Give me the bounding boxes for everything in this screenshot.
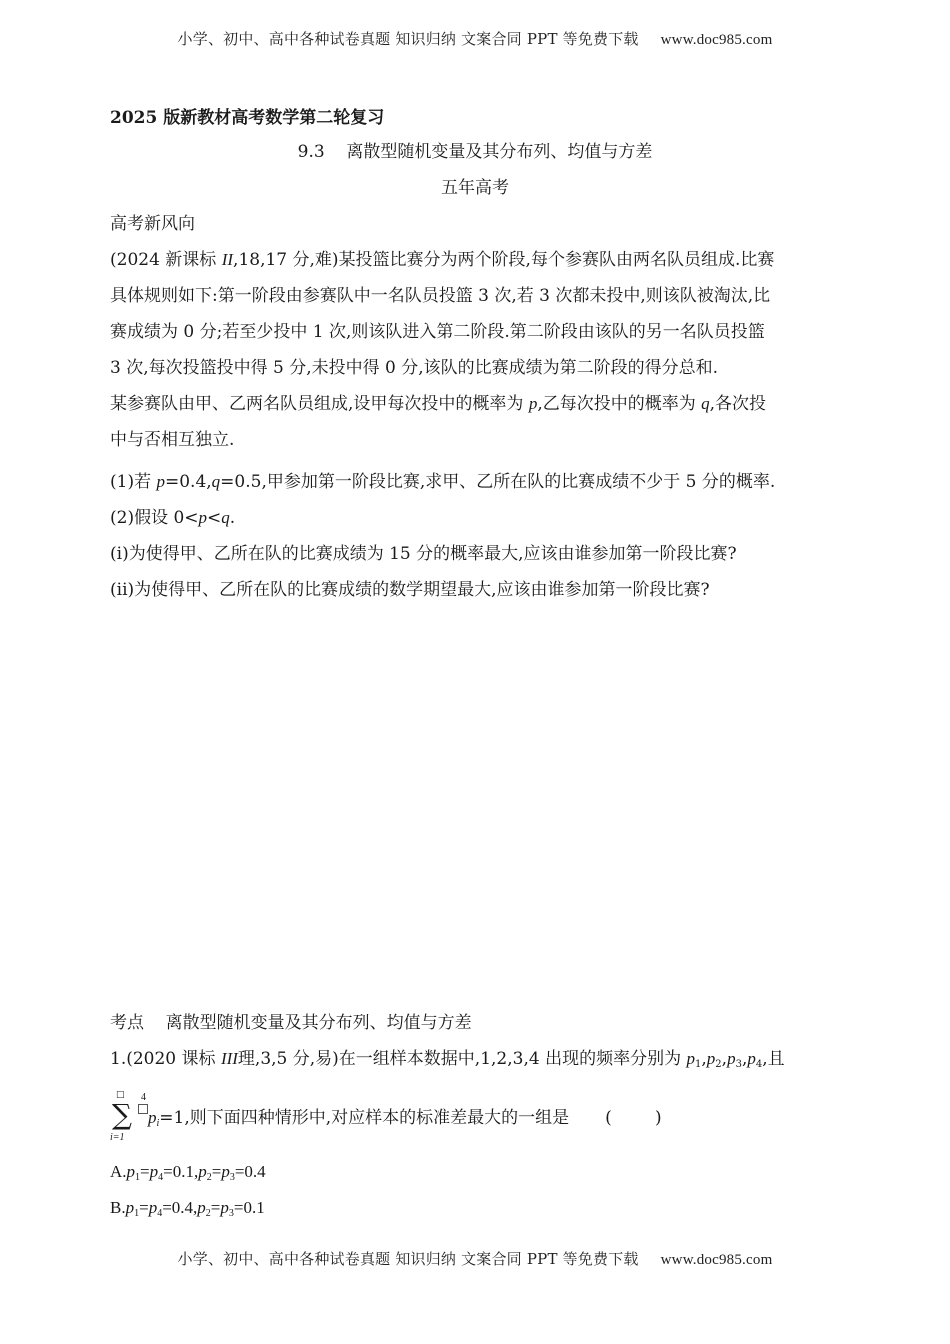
page-footer (0, 1248, 950, 1269)
sub: 2 (206, 1172, 212, 1183)
text: ,各次投 (709, 394, 767, 414)
sigma-icon: ∑ (112, 1098, 132, 1131)
text: (1)若 (110, 472, 157, 492)
sub: 4 (157, 1208, 163, 1219)
problem-2024-line3: 赛成绩为 0 分;若至少投中 1 次,则该队进入第二阶段.第二阶段由该队的另一名队员投篮 (110, 322, 765, 342)
text: 理,3,5 分,易)在一组样本数据中,1,2,3,4 出现的频率分别为 (237, 1049, 687, 1069)
footer-url: www.doc985.com (660, 1252, 773, 1268)
sum-expression-line (110, 1092, 850, 1148)
value: 0.1 (243, 1198, 265, 1217)
page-header (0, 28, 950, 49)
var-p: p (198, 508, 208, 527)
sum-stem (148, 1103, 662, 1129)
footer-text: 小学、初中、高中各种试卷真题 知识归纳 文案合同 PPT 等免费下载 (177, 1250, 639, 1268)
value: 0.4 (171, 1198, 194, 1217)
option-label: A. (110, 1162, 127, 1181)
roman: III (220, 1049, 238, 1068)
placeholder-box-icon (138, 1104, 148, 1114)
text: =0.5,甲参加第一阶段比赛,求甲、乙所在队的比赛成绩不少于 5 分的概率. (220, 472, 776, 492)
problem-1-line1: 1.(2020 课标 III理,3,5 分,易)在一组样本数据中,1,2,3,4 出现的频率分别为 $p_1,p_2,p_3,p_4$,且 (110, 1049, 785, 1070)
problem-2024-line6: 中与否相互独立. (110, 430, 235, 450)
text: . (229, 508, 236, 528)
sub: 3 (735, 1059, 742, 1070)
line-text: 某投篮比赛分为两个阶段,每个参赛队由两名队员组成.比赛 (338, 250, 775, 270)
sub: 3 (228, 1208, 234, 1219)
new-trend-label: 高考新风向 (110, 214, 195, 234)
sub: 4 (755, 1059, 763, 1070)
option-label: B. (110, 1198, 126, 1217)
problem-2024-line4: 3 次,每次投篮投中得 5 分,未投中得 0 分,该队的比赛成绩为第二阶段的得分总和. (110, 358, 719, 378)
var-q: q (221, 508, 230, 527)
var-p: p (528, 394, 538, 413)
sub: 2 (205, 1208, 211, 1219)
var-p: p (148, 1108, 157, 1127)
sub: 1 (695, 1059, 702, 1070)
sub: 2 (715, 1059, 722, 1070)
question-2-ii: (ii)为使得甲、乙所在队的比赛成绩的数学期望最大,应该由谁参加第一阶段比赛? (110, 580, 710, 600)
kaodian-heading: 考点 离散型随机变量及其分布列、均值与方差 (110, 1013, 472, 1033)
text: =0.4, (164, 472, 212, 492)
text: ,乙每次投中的概率为 (537, 394, 702, 414)
text: 1.(2020 课标 (110, 1049, 221, 1069)
var-q: q (701, 394, 710, 413)
option-a: $A.p_1=p_4=0.1,p_2=p_3=0.4$ (110, 1162, 266, 1183)
placeholder-box-icon: □ (116, 1090, 125, 1100)
header-url: www.doc985.com (660, 32, 773, 48)
question-2 (110, 501, 235, 535)
section-title (0, 135, 950, 169)
question-2-i: (i)为使得甲、乙所在队的比赛成绩为 15 分的概率最大,应该由谁参加第一阶段比赛? (110, 544, 737, 564)
value: 0.1 (172, 1162, 194, 1181)
problem-2024-line2: 具体规则如下:第一阶段由参赛队中一名队员投篮 3 次,若 3 次都未投中,则该队被淘汰,比 (110, 286, 771, 306)
sub: 3 (229, 1172, 235, 1183)
text: ,且 (762, 1049, 785, 1069)
answer-paren: ( ) (605, 1108, 662, 1128)
series-title: 2025 版新教材高考数学第二轮复习 (110, 108, 385, 128)
sub: 1 (135, 1172, 141, 1183)
text: < (207, 508, 222, 528)
text: 某参赛队由甲、乙两名队员组成,设甲每次投中的概率为 (110, 394, 529, 414)
sub: 4 (158, 1172, 164, 1183)
sub: 1 (134, 1208, 140, 1219)
problem-2024-line5 (110, 387, 766, 421)
sub-i: i (156, 1118, 160, 1129)
sigma-lower: i=1 (110, 1132, 125, 1143)
var-q: q (211, 472, 221, 491)
section-title-text: 9.3 离散型随机变量及其分布列、均值与方差 (297, 142, 653, 162)
var-p: p (156, 472, 165, 491)
text: (2)假设 0< (110, 508, 199, 528)
source-rest: ,18,17 分,难) (233, 250, 339, 270)
header-text: 小学、初中、高中各种试卷真题 知识归纳 文案合同 PPT 等免费下载 (177, 30, 639, 48)
value: 0.4 (244, 1162, 266, 1181)
source-text: (2024 新课标 (110, 250, 222, 270)
sigma-upper: 4 (141, 1092, 146, 1103)
option-b: $B.p_1=p_4=0.4,p_2=p_3=0.1$ (110, 1198, 265, 1219)
question-1 (110, 465, 775, 499)
source-roman: II (221, 250, 234, 269)
problem-2024-line1 (110, 243, 774, 277)
text: =1,则下面四种情形中,对应样本的标准差最大的一组是 (159, 1108, 570, 1128)
subsection-title: 五年高考 (441, 178, 509, 198)
